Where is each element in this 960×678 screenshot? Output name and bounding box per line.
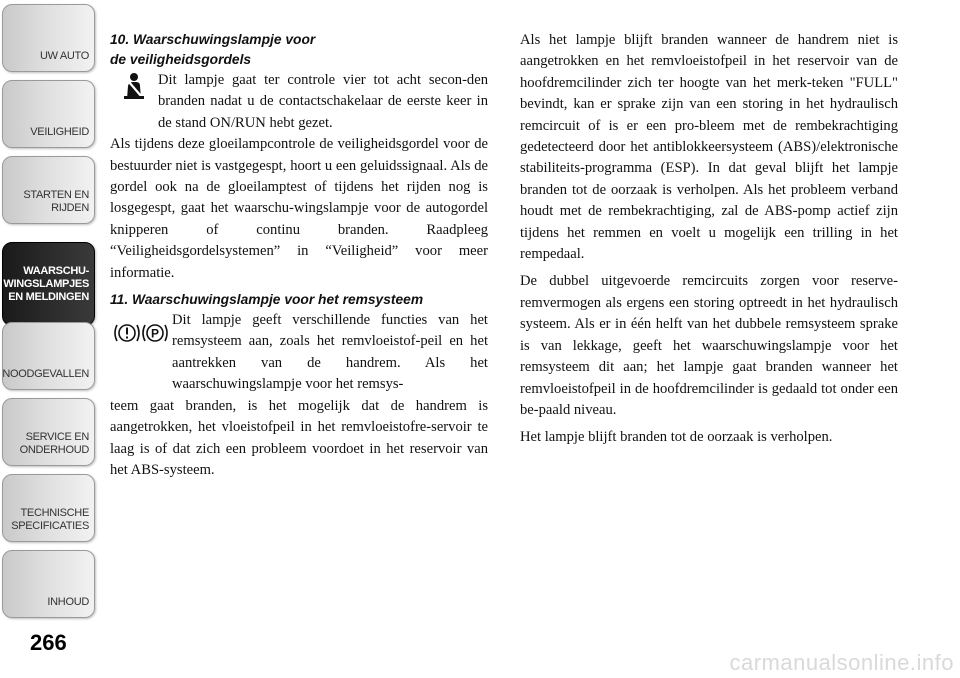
tab-label: INHOUD [47, 596, 89, 608]
svg-text:P: P [150, 326, 160, 341]
tab-label: WAARSCHU- WINGSLAMPJES EN MELDINGEN [3, 264, 89, 303]
section-11-heading: 11. Waarschuwingslampje voor het remsysteem [110, 292, 424, 308]
chapter-tabs [0, 0, 98, 630]
tab-label: STARTEN EN RIJDEN [23, 189, 89, 214]
watermark: carmanualsonline.info [729, 650, 954, 675]
section-10-heading-line2: de veiligheidsgordels [110, 52, 252, 67]
page-number: 266 [30, 630, 67, 655]
tab-label: TECHNISCHE SPECIFICATIES [11, 507, 89, 532]
section-10-intro: Dit lampje gaat ter controle vier tot acht secon-den branden nadat u de contactschakelaar de eerste keer in de stand ON/RUN hebt gezet. [158, 72, 488, 131]
brake-warning-icon [110, 310, 172, 396]
tab-inhoud[interactable] [2, 550, 95, 618]
section-10-heading-line1: 10. Waarschuwingslampje voor [110, 32, 316, 47]
seatbelt-warning-icon [110, 70, 158, 134]
tab-waarschuwingslampjes[interactable] [2, 242, 95, 326]
section-10-body: Als tijdens deze gloeilampcontrole de veiligheidsgordel voor de bestuurder niet is vastgegespt, hoort u een geluidssignaal. Als de gordel ook na de gloeilamptest of tijdens het rijden nog is losgegespt, gaat het waarschu-wingslampje voor de autogordel knipperen of continu branden. Raadpleeg “Veiligheidsgordelsystemen” in “Veiligheid” voor meer informatie. [110, 136, 488, 281]
section-11-intro: Dit lampje geeft verschillende functies van het remsysteem aan, zoals het remvloeistof-peil en het aantrekken van de handrem. Als het waarschuwingslampje voor het remsys- [172, 312, 488, 393]
tab-starten-en-rijden[interactable] [2, 156, 95, 224]
tab-uw-auto[interactable] [2, 4, 95, 72]
section-11-body: teem gaat branden, is het mogelijk dat de handrem is aangetrokken, het vloeistofpeil in het remvloeistofre-servoir te laag is of dat zich een probleem voordoet in het reservoir van het ABS-systeem. [110, 397, 488, 478]
tab-veiligheid[interactable] [2, 80, 95, 148]
tab-noodgevallen[interactable] [2, 322, 95, 390]
right-paragraph-3: Het lampje blijft branden tot de oorzaak is verholpen. [520, 429, 833, 446]
tab-label: VEILIGHEID [30, 126, 89, 138]
tab-label: UW AUTO [39, 50, 89, 62]
right-paragraph-2: De dubbel uitgevoerde remcircuits zorgen voor reserve-remvermogen als ergens een storing optreedt in het hydraulisch systeem. Als er in één helft van het dubbele remsysteem sprake is van lekkage, geeft het waarschuwingslampje voor het remsysteem dit aan; het lampje gaat branden wanneer het remvloeistofpeil in de hoofdremcilinder is gedaald tot onder een be-paald niveau. [520, 273, 898, 418]
tab-label: SERVICE EN ONDERHOUD [19, 431, 89, 456]
tab-label: NOODGEVALLEN [2, 368, 89, 380]
right-paragraph-1: Als het lampje blijft branden wanneer de handrem niet is aangetrokken en het remvloeistofpeil in het reservoir van de hoofdremcilinder zich ter hoogte van het merk-teken "FULL" bevindt, kan er sprake zijn van een storing in het hydraulisch remcircuit of is er een pro-bleem met de rembekrachtiging gedetecteerd door het antiblokkeersysteem (ABS)/elektronische stabiliteits-programma (ESP). In dat geval blijft het lampje branden tot de oorzaak is verholpen. Als het probleem verband houdt met de rembekrachtiging, zal de ABS-pomp actief zijn tijdens het remmen en voelt u mogelijk een trilling in het rempedaal. [520, 32, 898, 263]
tab-service-en-onderhoud[interactable] [2, 398, 95, 466]
tab-technische-specificaties[interactable] [2, 474, 95, 542]
left-column [110, 30, 488, 481]
right-column [520, 30, 898, 449]
